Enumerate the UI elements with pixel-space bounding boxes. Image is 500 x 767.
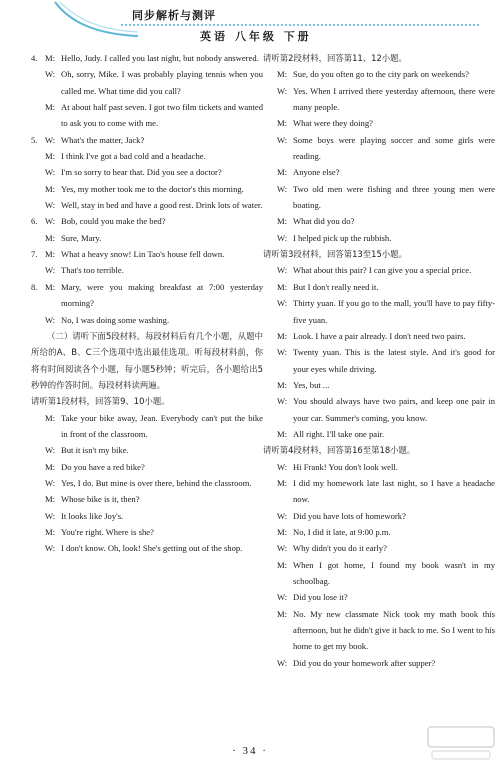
- dialogue-line: [263, 132, 495, 165]
- dialogue-line: [263, 393, 495, 426]
- dialogue-text: What did you do?: [293, 216, 355, 227]
- dialogue-text: Yes. When I arrived there yesterday afternoon, there were many people.: [293, 85, 495, 113]
- speaker-label: M:: [45, 102, 56, 113]
- dialogue-line: [263, 83, 495, 116]
- dialogue-line: [31, 230, 263, 246]
- dialogue-line: [31, 459, 263, 475]
- speaker-label: W:: [45, 167, 56, 178]
- speaker-label: M:: [277, 118, 288, 129]
- dialogue-line: [31, 50, 263, 66]
- dialogue-text: Sure, Mary.: [61, 232, 102, 243]
- watermark-logo-icon: [426, 723, 496, 763]
- dialogue-text: I think I've got a bad cold and a headache.: [61, 151, 206, 162]
- dialogue-text: Oh, sorry, Mike. I was probably playing tennis when you called me. What time did you call?: [61, 69, 263, 96]
- left-column: [31, 50, 263, 557]
- dialogue-text: Look. I have a pair already. I don't need two pairs.: [293, 330, 466, 341]
- dialogue-line: [263, 524, 495, 540]
- dialogue-line: [31, 213, 263, 229]
- dialogue-line: [31, 197, 263, 213]
- speaker-label: W:: [45, 445, 56, 456]
- dialogue-text: I don't know. Oh, look! She's getting out of the shop.: [61, 543, 243, 554]
- speaker-label: M:: [45, 249, 56, 260]
- dialogue-text: Did you lose it?: [293, 592, 348, 603]
- dialogue-text: Twenty yuan. This is the latest style. And it's good for your eyes while driving.: [293, 347, 495, 374]
- dialogue-text: It looks like Joy's.: [61, 510, 124, 521]
- question-number: 5.: [31, 134, 38, 145]
- dialogue-line: [263, 230, 495, 246]
- question-number: 7.: [31, 249, 38, 260]
- dialogue-line: [263, 279, 495, 295]
- dialogue-line: [31, 524, 263, 540]
- speaker-label: M:: [45, 232, 56, 243]
- speaker-label: M:: [45, 151, 56, 162]
- speaker-label: M:: [45, 281, 56, 292]
- speaker-label: M:: [277, 428, 288, 439]
- header-swoosh-icon: [0, 0, 140, 46]
- section-3-heading: 请听第3段材料，回答第13至15小题。: [263, 249, 407, 260]
- dialogue-line: [31, 66, 263, 99]
- right-column: [263, 50, 495, 671]
- dialogue-line: [31, 99, 263, 132]
- dialogue-line: [263, 344, 495, 377]
- speaker-label: M:: [45, 461, 56, 472]
- dialogue-line: [31, 312, 263, 328]
- dialogue-line: [31, 508, 263, 524]
- dialogue-line: [31, 148, 263, 164]
- question-number: [31, 230, 45, 246]
- dialogue-line: [263, 557, 495, 590]
- dialogue-text: What's the matter, Jack?: [61, 134, 145, 145]
- speaker-label: M:: [277, 216, 288, 227]
- speaker-label: M:: [277, 167, 288, 178]
- speaker-label: W:: [277, 592, 288, 603]
- speaker-label: M:: [277, 281, 288, 292]
- dialogue-text: What were they doing?: [293, 118, 373, 129]
- dialogue-line: [263, 475, 495, 508]
- dialogue-text: Hello, Judy. I called you last night, but nobody answered.: [61, 53, 259, 63]
- speaker-label: W:: [45, 200, 56, 211]
- speaker-label: W:: [277, 396, 288, 407]
- dialogue-text: Yes, but ...: [293, 379, 330, 390]
- dialogue-text: But it isn't my bike.: [61, 445, 129, 456]
- subject-grade: 英语 八年级 下册: [200, 30, 312, 43]
- dialogue-text: No. My new classmate Nick took my math book this afternoon, but he didn't give it back to me. So I went to his home to get my book.: [293, 608, 495, 652]
- dialogue-text: Two old men were fishing and three young men were boating.: [293, 183, 495, 211]
- dialogue-text: All right. I'll take one pair.: [293, 428, 385, 439]
- speaker-label: W:: [45, 510, 56, 521]
- question-number: [31, 66, 45, 99]
- dialogue-text: Anyone else?: [293, 167, 340, 178]
- dialogue-line: [263, 508, 495, 524]
- dialogue-text: You're right. Where is she?: [61, 526, 154, 537]
- dialogue-line: [31, 164, 263, 180]
- speaker-label: W:: [45, 216, 56, 227]
- dialogue-text: Did you have lots of homework?: [293, 510, 406, 521]
- dialogue-text: Do you have a red bike?: [61, 461, 145, 472]
- dialogue-text: Did you do your homework after supper?: [293, 657, 436, 668]
- dialogue-line: [263, 655, 495, 671]
- dialogue-line: [31, 132, 263, 148]
- speaker-label: W:: [277, 85, 288, 96]
- dialogue-text: Yes, I do. But mine is over there, behind the classroom.: [61, 477, 252, 488]
- question-number: 4.: [31, 53, 38, 63]
- section-2-heading: 请听第2段材料，回答第11、12小题。: [263, 53, 407, 63]
- dialogue-line: [263, 262, 495, 278]
- question-number: [31, 181, 45, 197]
- dialogue-line: [31, 279, 263, 312]
- section-1-heading: 请听第1段材料，回答第9、10小题。: [31, 396, 170, 407]
- speaker-label: W:: [277, 461, 288, 472]
- speaker-label: W:: [45, 134, 56, 145]
- dialogue-text: That's too terrible.: [61, 265, 124, 276]
- dialogue-text: But I don't really need it.: [293, 281, 379, 292]
- speaker-label: M:: [277, 330, 288, 341]
- speaker-label: M:: [277, 608, 288, 619]
- speaker-label: M:: [45, 53, 56, 63]
- header-dotted-rule: [120, 24, 480, 26]
- speaker-label: W:: [45, 477, 56, 488]
- speaker-label: M:: [277, 69, 288, 80]
- dialogue-line: [263, 606, 495, 655]
- speaker-label: W:: [277, 232, 288, 243]
- dialogue-text: Why didn't you do it early?: [293, 543, 387, 554]
- dialogue-text: You should always have two pairs, and keep one pair in your car. Summer's coming, you know.: [293, 396, 495, 423]
- speaker-label: W:: [277, 134, 288, 145]
- dialogue-line: [263, 328, 495, 344]
- speaker-label: W:: [45, 543, 56, 554]
- dialogue-line: [263, 213, 495, 229]
- dialogue-text: When I got home, I found my book wasn't in my schoolbag.: [293, 559, 495, 586]
- dialogue-text: Whose bike is it, then?: [61, 494, 140, 505]
- speaker-label: W:: [277, 543, 288, 554]
- speaker-label: W:: [277, 183, 288, 194]
- dialogue-text: No, I was doing some washing.: [61, 314, 170, 325]
- dialogue-text: No, I did it late, at 9:00 p.m.: [293, 526, 391, 537]
- dialogue-line: [263, 181, 495, 214]
- question-number: [31, 197, 45, 213]
- dialogue-line: [31, 410, 263, 443]
- question-number: [31, 148, 45, 164]
- speaker-label: M:: [45, 494, 56, 505]
- speaker-label: M:: [277, 526, 288, 537]
- page-header: [0, 0, 500, 46]
- dialogue-text: Some boys were playing soccer and some girls were reading.: [293, 134, 495, 162]
- speaker-label: W:: [277, 510, 288, 521]
- section-4-heading: 请听第4段材料，回答第16至第18小题。: [263, 445, 416, 456]
- question-number: [31, 164, 45, 180]
- question-number: [31, 312, 45, 328]
- question-number: 8.: [31, 281, 38, 292]
- dialogue-text: What a heavy snow! Lin Tao's house fell down.: [61, 249, 225, 260]
- dialogue-text: Bob, could you make the bed?: [61, 216, 166, 227]
- dialogue-text: Yes, my mother took me to the doctor's this morning.: [61, 183, 244, 194]
- dialogue-text: I helped pick up the rubbish.: [293, 232, 392, 243]
- speaker-label: M:: [277, 477, 288, 488]
- speaker-label: M:: [277, 379, 288, 390]
- speaker-label: W:: [45, 265, 56, 276]
- instructions-cn: （二）请听下面5段材料。每段材料后有几个小题，从题中所给的A、B、C三个选项中选出最佳选项。听每段材料前，你将有时间阅读各个小题，每小题5秒钟；听完后，各小题给出5秒钟的作答时间。每段材料读两遍。: [31, 330, 263, 390]
- dialogue-line: [263, 164, 495, 180]
- speaker-label: M:: [45, 526, 56, 537]
- dialogue-line: [263, 377, 495, 393]
- dialogue-line: [31, 181, 263, 197]
- speaker-label: W:: [45, 69, 56, 80]
- dialogue-text: At about half past seven. I got two film tickets and wanted to ask you to come with me.: [61, 102, 263, 129]
- dialogue-text: Sue, do you often go to the city park on weekends?: [293, 69, 469, 80]
- speaker-label: W:: [277, 265, 288, 276]
- dialogue-text: Thirty yuan. If you go to the mall, you'll have to pay fifty-five yuan.: [293, 298, 495, 325]
- dialogue-line: [263, 295, 495, 328]
- dialogue-line: [31, 540, 263, 556]
- speaker-label: W:: [277, 347, 288, 358]
- dialogue-text: Take your bike away, Jean. Everybody can't put the bike in front of the classroom.: [61, 412, 263, 439]
- dialogue-text: Mary, were you making breakfast at 7:00 yesterday morning?: [61, 281, 263, 309]
- dialogue-text: I'm so sorry to hear that. Did you see a doctor?: [61, 167, 222, 178]
- dialogue-line: [31, 491, 263, 507]
- dialogue-line: [31, 246, 263, 262]
- dialogue-text: Well, stay in bed and have a good rest. Drink lots of water.: [61, 200, 263, 211]
- series-title: 同步解析与测评: [132, 9, 216, 22]
- dialogue-line: [263, 115, 495, 131]
- speaker-label: M:: [45, 412, 56, 423]
- dialogue-line: [263, 589, 495, 605]
- page-number: · 34 ·: [232, 745, 268, 757]
- question-number: [31, 262, 45, 278]
- dialogue-text: What about this pair? I can give you a special price.: [293, 265, 472, 276]
- speaker-label: W:: [277, 298, 288, 309]
- dialogue-text: Hi Frank! You don't look well.: [293, 461, 398, 472]
- dialogue-line: [263, 459, 495, 475]
- speaker-label: M:: [45, 183, 56, 194]
- dialogue-line: [31, 475, 263, 491]
- dialogue-line: [263, 540, 495, 556]
- speaker-label: M:: [277, 559, 288, 570]
- speaker-label: W:: [277, 657, 288, 668]
- dialogue-line: [31, 262, 263, 278]
- dialogue-text: I did my homework late last night, so I have a headache now.: [293, 477, 495, 505]
- speaker-label: W:: [45, 314, 56, 325]
- dialogue-line: [263, 66, 495, 82]
- question-number: 6.: [31, 216, 38, 227]
- dialogue-line: [263, 426, 495, 442]
- question-number: [31, 99, 45, 132]
- dialogue-line: [31, 442, 263, 458]
